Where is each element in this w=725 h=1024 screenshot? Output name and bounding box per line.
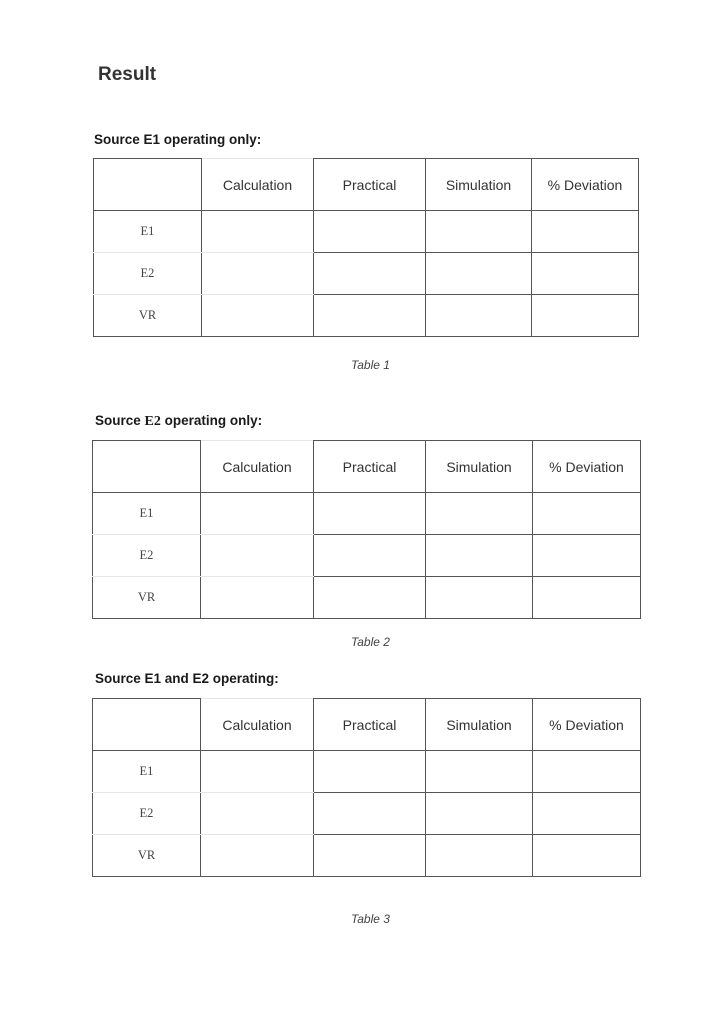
cell-practical[interactable] xyxy=(314,535,426,577)
cell-simulation[interactable] xyxy=(426,253,532,295)
cell-deviation[interactable] xyxy=(532,253,639,295)
column-header-calculation: Calculation xyxy=(202,159,314,211)
table-row xyxy=(93,493,641,535)
cell-deviation[interactable] xyxy=(532,295,639,337)
cell-deviation[interactable] xyxy=(533,793,641,835)
column-header-deviation: % Deviation xyxy=(533,699,641,751)
row-label-vr: VR xyxy=(93,577,201,619)
cell-deviation[interactable] xyxy=(533,577,641,619)
row-label-vr: VR xyxy=(93,835,201,877)
table-row xyxy=(94,211,639,253)
table-row xyxy=(93,751,641,793)
cell-calculation[interactable] xyxy=(201,793,314,835)
cell-deviation[interactable] xyxy=(533,493,641,535)
cell-practical[interactable] xyxy=(314,493,426,535)
row-label-e1: E1 xyxy=(93,751,201,793)
table-corner-cell xyxy=(93,699,201,751)
table-header-row xyxy=(93,441,641,493)
table-2-caption: Table 2 xyxy=(351,635,390,649)
cell-calculation[interactable] xyxy=(202,295,314,337)
section-2-heading-suffix: operating only: xyxy=(160,413,263,428)
column-header-practical: Practical xyxy=(314,699,426,751)
column-header-deviation: % Deviation xyxy=(532,159,639,211)
cell-practical[interactable] xyxy=(314,211,426,253)
table-header-row xyxy=(93,699,641,751)
table-3-caption: Table 3 xyxy=(351,912,390,926)
row-label-e2: E2 xyxy=(93,793,201,835)
section-1-heading-suffix: operating only: xyxy=(160,132,262,147)
section-3-heading-prefix: Source E1 and E2 operating: xyxy=(95,671,279,686)
table-row xyxy=(93,835,641,877)
cell-calculation[interactable] xyxy=(201,835,314,877)
table-row xyxy=(93,535,641,577)
column-header-simulation: Simulation xyxy=(426,441,533,493)
table-corner-cell xyxy=(93,441,201,493)
cell-simulation[interactable] xyxy=(426,751,533,793)
row-label-e1: E1 xyxy=(94,211,202,253)
cell-calculation[interactable] xyxy=(202,253,314,295)
column-header-simulation: Simulation xyxy=(426,159,532,211)
result-table-3 xyxy=(92,698,641,877)
table-corner-cell xyxy=(94,159,202,211)
row-label-e2: E2 xyxy=(94,253,202,295)
section-2-heading-prefix: Source xyxy=(95,413,145,428)
table-header-row xyxy=(94,159,639,211)
cell-deviation[interactable] xyxy=(533,835,641,877)
cell-calculation[interactable] xyxy=(201,493,314,535)
table-row xyxy=(93,577,641,619)
cell-practical[interactable] xyxy=(314,835,426,877)
cell-practical[interactable] xyxy=(314,253,426,295)
cell-calculation[interactable] xyxy=(201,535,314,577)
cell-simulation[interactable] xyxy=(426,577,533,619)
cell-calculation[interactable] xyxy=(201,577,314,619)
column-header-simulation: Simulation xyxy=(426,699,533,751)
table-1-caption: Table 1 xyxy=(351,358,390,372)
cell-deviation[interactable] xyxy=(533,751,641,793)
cell-simulation[interactable] xyxy=(426,295,532,337)
cell-practical[interactable] xyxy=(314,295,426,337)
cell-calculation[interactable] xyxy=(201,751,314,793)
cell-simulation[interactable] xyxy=(426,535,533,577)
cell-practical[interactable] xyxy=(314,793,426,835)
cell-calculation[interactable] xyxy=(202,211,314,253)
cell-deviation[interactable] xyxy=(532,211,639,253)
column-header-calculation: Calculation xyxy=(201,441,314,493)
table-row xyxy=(94,253,639,295)
row-label-vr: VR xyxy=(94,295,202,337)
column-header-deviation: % Deviation xyxy=(533,441,641,493)
row-label-e2: E2 xyxy=(93,535,201,577)
section-1-heading-source: E1 xyxy=(143,132,161,147)
column-header-practical: Practical xyxy=(314,441,426,493)
table-row xyxy=(94,295,639,337)
section-3-heading xyxy=(95,671,279,686)
table-row xyxy=(93,793,641,835)
page-title: Result xyxy=(98,64,157,85)
section-2-heading xyxy=(95,413,262,430)
section-1-heading-prefix: Source xyxy=(94,132,144,147)
section-2-heading-source: E2 xyxy=(144,414,161,429)
result-table-2 xyxy=(92,440,641,619)
column-header-calculation: Calculation xyxy=(201,699,314,751)
cell-simulation[interactable] xyxy=(426,793,533,835)
column-header-practical: Practical xyxy=(314,159,426,211)
section-1-heading xyxy=(94,132,261,147)
cell-simulation[interactable] xyxy=(426,211,532,253)
cell-practical[interactable] xyxy=(314,751,426,793)
cell-deviation[interactable] xyxy=(533,535,641,577)
cell-practical[interactable] xyxy=(314,577,426,619)
row-label-e1: E1 xyxy=(93,493,201,535)
result-table-1 xyxy=(93,158,639,337)
cell-simulation[interactable] xyxy=(426,493,533,535)
cell-simulation[interactable] xyxy=(426,835,533,877)
